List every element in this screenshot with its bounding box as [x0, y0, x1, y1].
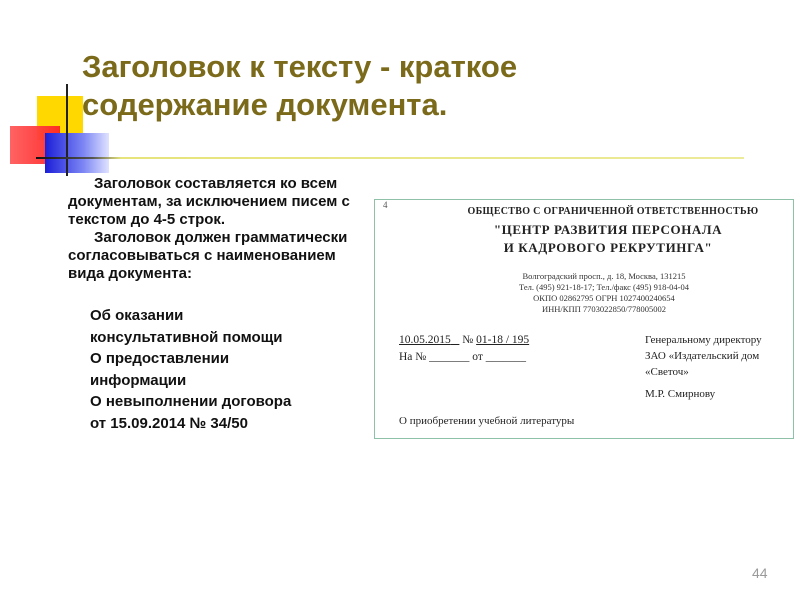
- page-number: 44: [752, 565, 768, 581]
- address-line: Тел. (495) 921-18-17; Тел./факс (495) 918-04-04: [519, 282, 689, 292]
- addressee-name: М.Р. Смирнову: [645, 388, 716, 400]
- example-line: информации: [90, 371, 187, 389]
- corner-mark: 4: [383, 200, 388, 210]
- registration-line: [399, 334, 529, 346]
- body-paragraph-1: Заголовок составляется ко всем документам, за исключением писем с текстом до 4-5 строк.: [68, 175, 350, 228]
- example-line: О невыполнении договора: [90, 393, 292, 410]
- reg-number: 01-18 / 195: [476, 334, 530, 346]
- body-paragraph-2: Заголовок должен грамматически согласовываться с наименованием вида документа:: [68, 229, 348, 282]
- address-line: ОКПО 02862795 ОГРН 1027400240654: [533, 293, 675, 303]
- addressee-line: Генеральному директору: [645, 334, 762, 346]
- title-line-2: содержание документа.: [82, 87, 448, 122]
- addressee-line: ЗАО «Издательский дом: [645, 350, 760, 362]
- example-line: Об оказании: [90, 307, 184, 324]
- reg-number-label: №: [462, 334, 474, 346]
- reply-date-blank: _______: [485, 351, 527, 363]
- reply-blank: _______: [429, 351, 470, 363]
- reply-prefix: На №: [399, 351, 427, 363]
- address-line: Волгоградский просп., д. 18, Москва, 131215: [522, 271, 686, 281]
- slide-title: [82, 48, 602, 124]
- title-divider-line: [36, 157, 744, 159]
- title-line-1: Заголовок к тексту - краткое: [82, 49, 518, 84]
- title-examples-list: [68, 305, 368, 434]
- letter-subject: О приобретении учебной литературы: [399, 415, 575, 427]
- reply-line: [399, 351, 526, 363]
- reply-from: от: [472, 351, 483, 363]
- decor-blue-square: [45, 133, 109, 173]
- example-line: от 15.09.2014 № 34/50: [90, 414, 248, 432]
- org-line-1: ОБЩЕСТВО С ОГРАНИЧЕННОЙ ОТВЕТСТВЕННОСТЬЮ: [467, 206, 759, 217]
- letter-sample: [374, 199, 794, 439]
- example-line: О предоставлении: [90, 350, 230, 367]
- example-line: консультативной помощи: [90, 328, 283, 346]
- org-line-2: "ЦЕНТР РАЗВИТИЯ ПЕРСОНАЛА: [493, 222, 723, 237]
- decor-vertical-line: [66, 84, 68, 176]
- slide-body: [68, 175, 368, 434]
- org-line-3: И КАДРОВОГО РЕКРУТИНГА": [503, 240, 713, 255]
- address-line: ИНН/КПП 7703022850/778005002: [542, 304, 666, 314]
- reg-date: 10.05.2015: [399, 334, 451, 346]
- addressee-line: «Светоч»: [645, 366, 689, 378]
